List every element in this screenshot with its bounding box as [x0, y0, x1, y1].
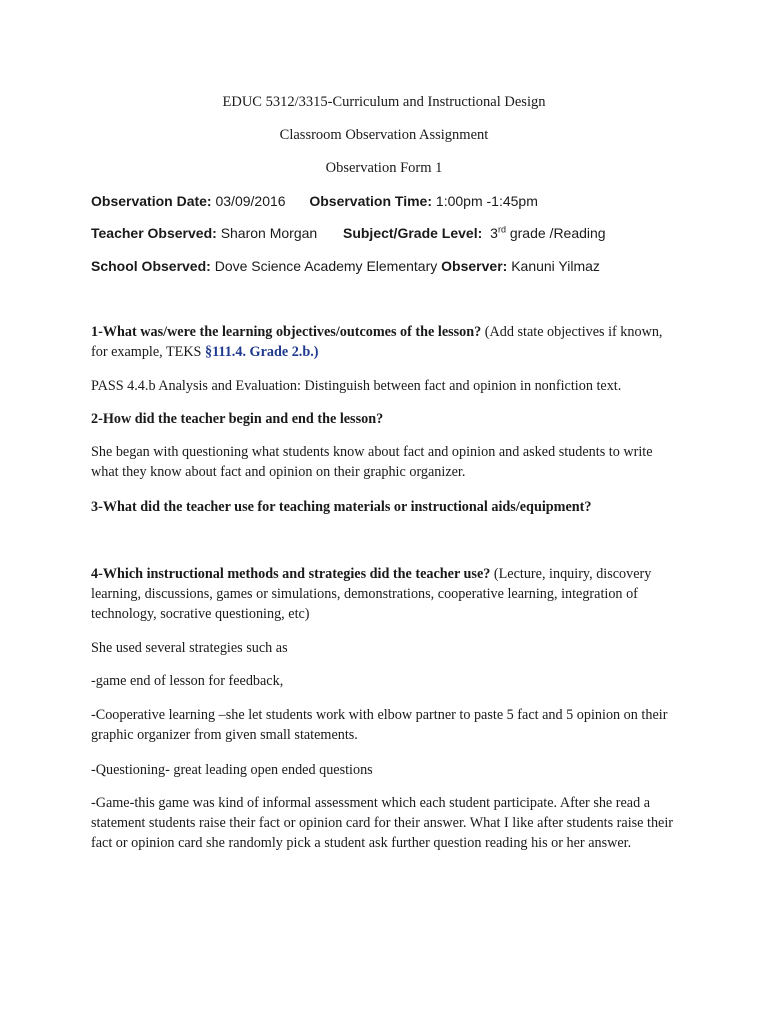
- answer-4-item-2: -Cooperative learning –she let students work with elbow partner to paste 5 fact and 5 opinion on their graphic organizer from given small statements.: [91, 707, 668, 743]
- subject-grade-superscript: rd: [497, 224, 506, 235]
- observation-date-label: Observation Date:: [91, 193, 212, 209]
- subject-value: grade /Reading: [505, 225, 606, 241]
- school-value: Dove Science Academy Elementary: [214, 258, 438, 274]
- observer-label: Observer:: [441, 258, 508, 274]
- course-title: EDUC 5312/3315-Curriculum and Instructional Design: [222, 94, 546, 110]
- answer-2: She began with questioning what students know about fact and opinion and asked students to write what they know about fact and opinion on their graphic organizer.: [91, 444, 653, 480]
- observation-date-time-row: [91, 193, 538, 209]
- question-3: [91, 497, 681, 517]
- form-title: Observation Form 1: [325, 160, 443, 176]
- answer-4-item-3: -Questioning- great leading open ended questions: [91, 762, 373, 778]
- answer-1: PASS 4.4.b Analysis and Evaluation: Distinguish between fact and opinion in nonfiction text.: [91, 378, 622, 394]
- question-3-text: 3-What did the teacher use for teaching materials or instructional aids/equipment?: [91, 499, 592, 515]
- question-1-hint: (Add state objectives if known, for example, TEKS: [91, 324, 663, 360]
- teacher-subject-row: [91, 225, 606, 241]
- answer-4-item-1: -game end of lesson for feedback,: [91, 673, 284, 689]
- school-observer-row: [91, 258, 600, 274]
- assignment-title: Classroom Observation Assignment: [279, 127, 489, 143]
- question-1-text: 1-What was/were the learning objectives/outcomes of the lesson?: [91, 324, 482, 340]
- teacher-label: Teacher Observed:: [91, 225, 217, 241]
- answer-4-item-4: -Game-this game was kind of informal assessment which each student participate. After she read a statement students raise their fact or opinion card for their answer. What I like after students raise their fact or opinion card she randomly pick a student ask further question reading his or her answer.: [91, 795, 674, 851]
- question-4-text: 4-Which instructional methods and strategies did the teacher use?: [91, 566, 491, 582]
- answer-4-intro: She used several strategies such as: [91, 640, 288, 656]
- observation-time-label: Observation Time:: [309, 193, 433, 209]
- question-4: [91, 564, 681, 624]
- teks-link[interactable]: §111.4. Grade 2.b.): [205, 344, 319, 360]
- question-1: [91, 322, 681, 362]
- observation-date-value: 03/09/2016: [215, 193, 286, 209]
- subject-grade-number: 3: [490, 225, 498, 241]
- observer-value: Kanuni Yilmaz: [511, 258, 600, 274]
- subject-label: Subject/Grade Level:: [342, 225, 483, 241]
- teacher-value: Sharon Morgan: [220, 225, 318, 241]
- question-2-text: 2-How did the teacher begin and end the lesson?: [91, 411, 384, 427]
- school-label: School Observed:: [91, 258, 211, 274]
- question-4-hint: (Lecture, inquiry, discovery learning, discussions, games or simulations, demonstrations, cooperative learning, integration of technology, socrative questioning, etc): [91, 566, 652, 622]
- question-2: [91, 409, 681, 429]
- observation-time-value: 1:00pm -1:45pm: [435, 193, 538, 209]
